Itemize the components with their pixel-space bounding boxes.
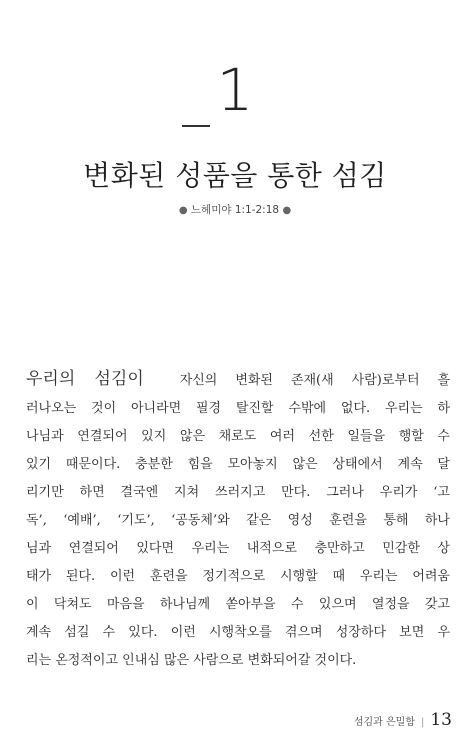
bullet-icon: ●: [178, 205, 188, 216]
body-line: 나님과 연결되어 있지 않은 채로도 여러 선한 일들을 행할 수: [26, 429, 450, 444]
body-line: 리기만 하면 결국엔 지쳐 쓰러지고 만다. 그러나 우리가 ‘고: [26, 485, 450, 500]
body-line-text: 자신의 변화된 존재(새 사람)로부터 흘: [179, 373, 451, 388]
bullet-icon: ●: [282, 205, 292, 216]
footer-separator: |: [420, 717, 425, 728]
chapter-title: 변화된 성품을 통한 섬김: [83, 159, 387, 192]
body-line: [26, 365, 450, 395]
body-line: 있기 때문이다. 충분한 힘을 모아놓지 않은 상태에서 계속 달: [26, 457, 450, 472]
body-paragraph: [26, 365, 450, 675]
body-line: 태가 된다. 이런 훈련을 정기적으로 시행할 때 우리는 어려움: [26, 569, 450, 584]
chapter-number: 1: [216, 56, 254, 124]
page-number: 13: [430, 710, 452, 730]
body-line: 리는 온정적이고 인내심 많은 사람으로 변화되어갈 것이다.: [26, 653, 357, 668]
body-line: 이 닥쳐도 마음을 하나님께 쏟아부을 수 있으며 열정을 갖고: [26, 597, 450, 612]
lead-phrase: 우리의 섬김이: [26, 369, 144, 389]
body-line: 러나오는 것이 아니라면 필경 탈진할 수밖에 없다. 우리는 하: [26, 401, 450, 416]
body-line: 계속 섬길 수 있다. 이런 시행착오를 겪으며 성장하다 보면 우: [26, 625, 450, 640]
chapter-divider: [182, 125, 210, 127]
running-section-title: 섬김과 은밀함: [353, 717, 415, 728]
page-footer: [354, 710, 452, 730]
body-line: 독’, ‘예배’, ‘기도’, ‘공동체’와 같은 영성 훈련을 통해 하나: [26, 513, 450, 528]
body-line: 님과 연결되어 있다면 우리는 내적으로 충만하고 민감한 상: [26, 541, 450, 556]
scripture-reference: 느헤미야 1:1-2:18: [190, 204, 280, 216]
scripture-reference-line: [0, 203, 470, 218]
